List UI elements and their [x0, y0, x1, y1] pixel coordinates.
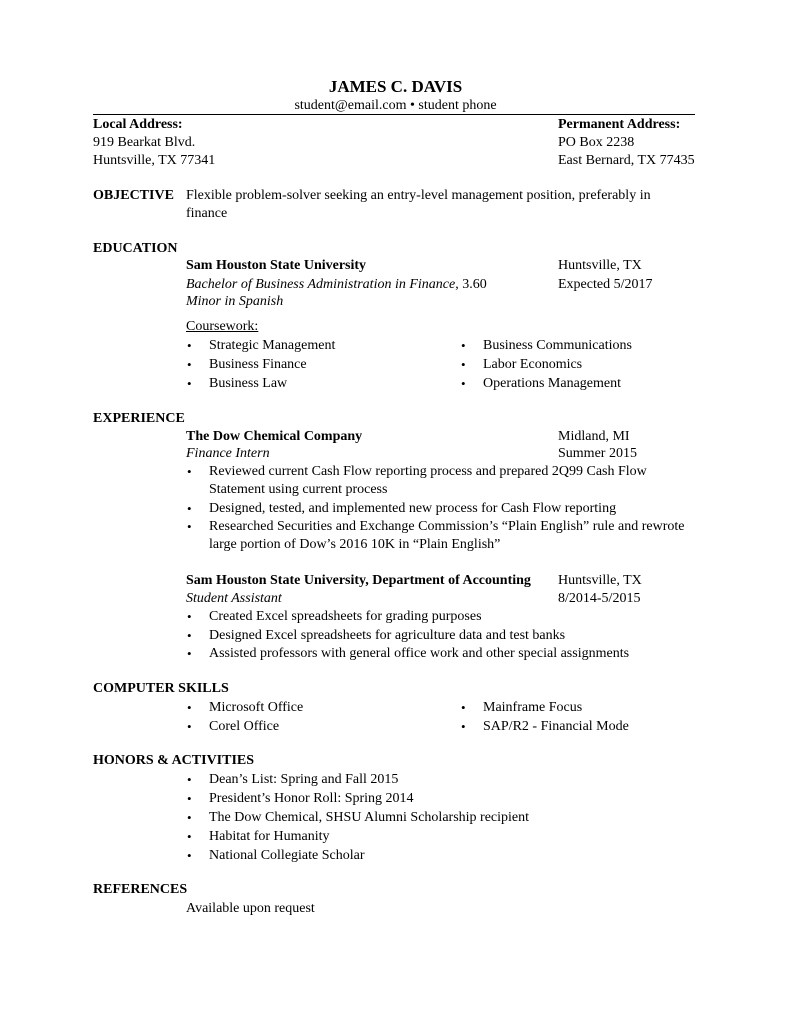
coursework-item: • Strategic Management: [209, 337, 335, 355]
job-bullet-continuation: Statement using current process: [209, 482, 388, 497]
job-company: Sam Houston State University, Department of Accounting: [186, 573, 531, 588]
coursework-item: • Business Law: [209, 375, 287, 393]
permanent-address-line1: PO Box 2238: [558, 135, 635, 150]
job-company: The Dow Chemical Company: [186, 429, 363, 444]
honors-heading: HONORS & ACTIVITIES: [93, 753, 255, 768]
permanent-address-line2: East Bernard, TX 77435: [558, 153, 695, 168]
job-bullet-continuation: large portion of Dow’s 2016 10K in “Plain English”: [209, 537, 501, 552]
job-bullet: • Assisted professors with general office work and other special assignments: [209, 645, 629, 663]
candidate-name: JAMES C. DAVIS: [328, 77, 463, 96]
objective-line2: finance: [186, 206, 228, 221]
job-bullet: • Designed, tested, and implemented new process for Cash Flow reporting: [209, 500, 616, 518]
computer-skills-heading: COMPUTER SKILLS: [93, 681, 229, 696]
honor-item: • National Collegiate Scholar: [209, 847, 365, 865]
coursework-item: • Labor Economics: [483, 356, 582, 374]
job-bullet: • Created Excel spreadsheets for grading purposes: [209, 608, 482, 626]
references-heading: REFERENCES: [93, 882, 188, 897]
skill-item: • Microsoft Office: [209, 699, 303, 717]
skill-item: • Corel Office: [209, 718, 279, 736]
permanent-address-label: Permanent Address:: [558, 117, 681, 132]
education-expected: Expected 5/2017: [558, 277, 653, 292]
job-dates: Summer 2015: [558, 446, 637, 461]
honor-item: • Habitat for Humanity: [209, 828, 330, 846]
objective-line1: Flexible problem-solver seeking an entry-level management position, preferably in: [186, 188, 651, 203]
education-degree: Bachelor of Business Administration in Finance: [186, 277, 456, 292]
contact-line: student@email.com • student phone: [294, 98, 497, 113]
local-address-line2: Huntsville, TX 77341: [93, 153, 216, 168]
education-gpa: , 3.60: [455, 277, 487, 292]
skill-item: • SAP/R2 - Financial Mode: [483, 718, 629, 736]
coursework-label: Coursework:: [186, 319, 259, 334]
job-dates: 8/2014-5/2015: [558, 591, 641, 606]
local-address-label: Local Address:: [93, 117, 183, 132]
experience-heading: EXPERIENCE: [93, 411, 185, 426]
education-location: Huntsville, TX: [558, 258, 642, 273]
objective-heading: OBJECTIVE: [93, 188, 174, 203]
education-heading: EDUCATION: [93, 241, 178, 256]
header-divider: [93, 114, 695, 115]
education-school: Sam Houston State University: [186, 258, 367, 273]
job-bullet: • Researched Securities and Exchange Commission’s “Plain English” rule and rewrote: [209, 518, 684, 536]
job-title: Finance Intern: [186, 446, 270, 461]
education-minor: Minor in Spanish: [186, 294, 284, 309]
job-location: Huntsville, TX: [558, 573, 642, 588]
honor-item: • The Dow Chemical, SHSU Alumni Scholarship recipient: [209, 809, 529, 827]
job-location: Midland, MI: [558, 429, 630, 444]
local-address-line1: 919 Bearkat Blvd.: [93, 135, 196, 150]
job-bullet: • Reviewed current Cash Flow reporting process and prepared 2Q99 Cash Flow: [209, 463, 647, 481]
skill-item: • Mainframe Focus: [483, 699, 582, 717]
job-title: Student Assistant: [186, 591, 282, 606]
coursework-item: • Operations Management: [483, 375, 621, 393]
coursework-item: • Business Finance: [209, 356, 307, 374]
honor-item: • Dean’s List: Spring and Fall 2015: [209, 771, 398, 789]
coursework-item: • Business Communications: [483, 337, 632, 355]
job-bullet: • Designed Excel spreadsheets for agriculture data and test banks: [209, 627, 565, 645]
references-text: Available upon request: [186, 901, 315, 916]
honor-item: • President’s Honor Roll: Spring 2014: [209, 790, 414, 808]
education-degree-line: [186, 276, 487, 294]
